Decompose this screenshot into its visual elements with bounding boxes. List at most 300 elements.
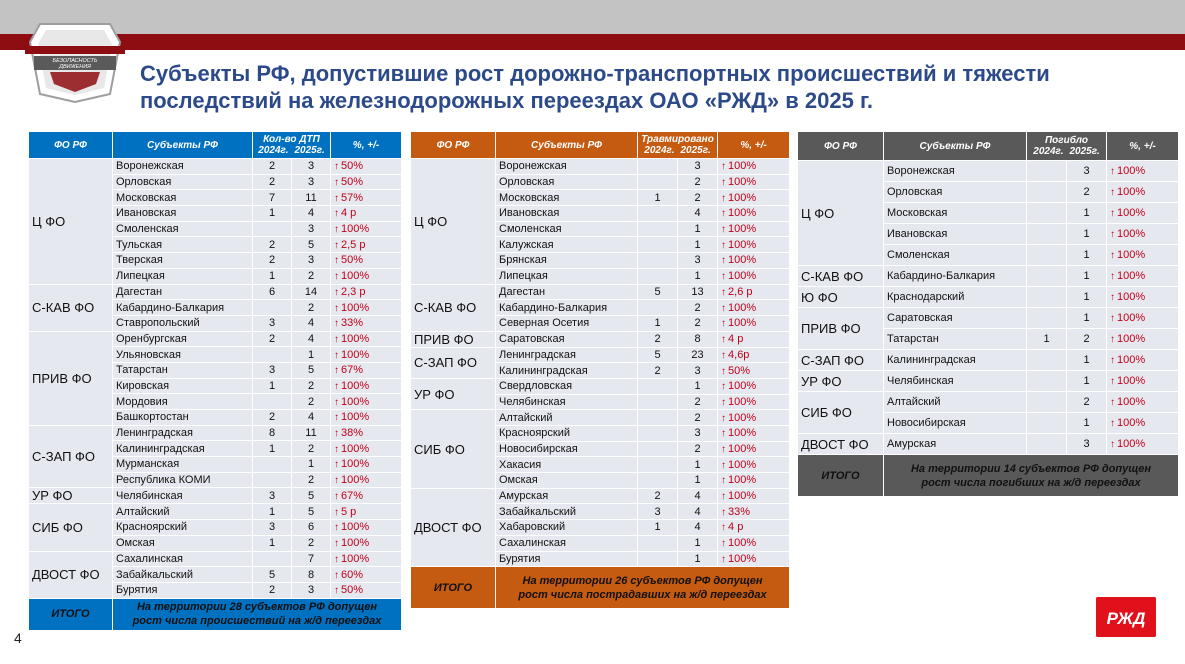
pct-value: 67% [341,489,364,502]
subject-cell: Дагестан [496,284,638,300]
up-arrow-icon: ↑ [1110,418,1115,429]
table-row [29,331,402,347]
pct-value: 50% [341,584,364,597]
pct-cell [331,315,402,331]
subject-cell: Кабардино-Балкария [496,300,638,316]
subject-cell: Челябинская [884,371,1027,392]
table-row [798,287,1179,308]
subject-cell: Мурманская [113,457,253,473]
header-fo: ФО РФ [29,132,113,159]
subject-cell: Калужская [496,237,638,253]
header-fo: ФО РФ [411,132,496,159]
value-2025-cell: 3 [1067,161,1107,182]
pct-value: 100% [1117,249,1146,261]
subject-cell: Ленинградская [113,425,253,441]
subject-cell: Красноярский [113,520,253,536]
value-2024-cell: 1 [638,315,678,331]
value-2024-cell [253,472,292,488]
top-red-bar [0,34,1185,50]
pct-value: 33% [341,317,364,330]
pct-cell [331,206,402,222]
subject-cell: Московская [884,203,1027,224]
pct-value: 100% [728,238,757,251]
table-row [29,159,402,175]
up-arrow-icon: ↑ [1110,187,1115,198]
pct-cell [331,284,402,300]
value-2024-cell [1027,392,1067,413]
pct-value: 5 р [341,505,357,518]
pct-value: 100% [341,395,370,408]
pct-value: 100% [1117,396,1146,408]
table-row [411,331,790,347]
value-2025-cell: 1 [678,551,718,567]
pct-cell [331,237,402,253]
up-arrow-icon: ↑ [1110,334,1115,345]
value-2025-cell: 2 [678,410,718,426]
title-line-2: последствий на железнодорожных переездах ОАО «РЖД» в 2025 г. [140,88,874,113]
value-2025-cell: 3 [292,159,331,175]
up-arrow-icon: ↑ [1110,292,1115,303]
pct-value: 100% [341,458,370,471]
value-2025-cell: 1 [1067,350,1107,371]
table-row [411,347,790,363]
subject-cell: Алтайский [113,504,253,520]
subject-cell: Хабаровский [496,520,638,536]
subject-cell: Амурская [496,488,638,504]
header-years [641,145,714,156]
up-arrow-icon: ↑ [721,208,727,220]
up-arrow-icon: ↑ [721,475,727,487]
value-2025-cell: 1 [1067,371,1107,392]
pct-value: 100% [1117,207,1146,219]
up-arrow-icon: ↑ [721,428,727,440]
table-row [29,551,402,567]
subject-cell: Ивановская [113,206,253,222]
injured-table [410,131,790,609]
value-2025-cell: 6 [292,520,331,536]
pct-cell [331,410,402,426]
pct-value: 100% [341,442,370,455]
value-2024-cell: 2 [638,488,678,504]
value-2024-cell: 5 [253,567,292,583]
value-2024-cell: 3 [253,315,292,331]
pct-cell [718,190,790,206]
rzd-logo-text: РЖД [1106,609,1146,628]
subject-cell: Кабардино-Балкария [884,266,1027,287]
value-2025-cell: 1 [292,347,331,363]
value-2025-cell: 4 [292,315,331,331]
pct-value: 100% [1117,375,1146,387]
value-2025-cell: 3 [1067,434,1107,455]
pct-value: 100% [728,380,757,393]
table-row [798,371,1179,392]
pct-cell [718,473,790,489]
pct-cell [718,237,790,253]
value-2024-cell: 2 [253,410,292,426]
subject-cell: Челябинская [113,488,253,504]
pct-value: 100% [341,332,370,345]
pct-value: 4 р [728,521,744,534]
subject-cell: Сахалинская [496,535,638,551]
value-2024-cell: 5 [638,347,678,363]
up-arrow-icon: ↑ [1110,229,1115,240]
subject-cell: Дагестан [113,284,253,300]
up-arrow-icon: ↑ [334,428,339,440]
subject-cell: Бурятия [113,582,253,598]
pct-cell [718,347,790,363]
subject-cell: Краснодарский [884,287,1027,308]
page-number: 4 [14,630,22,646]
total-text [496,567,790,609]
up-arrow-icon: ↑ [334,177,339,189]
pct-cell [331,331,402,347]
value-2024-cell [638,378,678,394]
header-metric [638,132,718,159]
pct-value: 4 р [341,207,357,220]
value-2025-cell: 1 [1067,287,1107,308]
value-2025-cell: 14 [292,284,331,300]
pct-cell [718,253,790,269]
table-row [798,308,1179,329]
header-row [29,132,402,159]
pct-value: 100% [728,395,757,408]
value-2024-cell: 3 [253,520,292,536]
pct-cell [331,159,402,175]
subject-cell: Брянская [496,253,638,269]
header-pct: %, +/- [718,132,790,159]
value-2024-cell [638,535,678,551]
deaths-table [797,131,1179,497]
pct-value: 100% [728,458,757,471]
up-arrow-icon: ↑ [334,192,339,204]
value-2024-cell: 1 [638,190,678,206]
up-arrow-icon: ↑ [721,271,727,283]
subject-cell: Ивановская [496,206,638,222]
value-2025-cell: 2 [678,190,718,206]
pct-value: 100% [728,537,757,550]
subject-cell: Саратовская [496,331,638,347]
value-2025-cell: 8 [292,567,331,583]
total-text [113,598,402,630]
pct-value: 100% [1117,270,1146,282]
table-row [798,434,1179,455]
up-arrow-icon: ↑ [721,334,727,346]
header-subject: Субъекты РФ [884,132,1027,161]
value-2024-cell: 1 [253,378,292,394]
table-row [798,350,1179,371]
subject-cell: Алтайский [496,410,638,426]
up-arrow-icon: ↑ [334,553,339,565]
subject-cell: Новосибирская [496,441,638,457]
fo-cell: Ю ФО [798,287,884,308]
value-2025-cell: 3 [292,253,331,269]
table-row [29,284,402,300]
up-arrow-icon: ↑ [1110,439,1115,450]
value-2025-cell: 2 [1067,329,1107,350]
pct-cell [331,190,402,206]
value-2024-cell: 6 [253,284,292,300]
table-row [29,425,402,441]
value-2024-cell [638,441,678,457]
pct-value: 33% [728,505,751,518]
pct-value: 100% [728,552,757,565]
up-arrow-icon: ↑ [334,585,339,597]
pct-value: 2,3 р [341,285,366,298]
fo-cell: ПРИВ ФО [29,331,113,425]
total-text-line-2: рост числа погибших на ж/д переездах [921,476,1141,489]
pct-cell [718,363,790,379]
value-2024-cell: 3 [638,504,678,520]
subject-cell: Ивановская [884,224,1027,245]
value-2025-cell: 4 [292,331,331,347]
pct-cell [1107,413,1179,434]
subject-cell: Орловская [113,174,253,190]
pct-value: 100% [1117,438,1146,450]
fo-cell: УР ФО [798,371,884,392]
up-arrow-icon: ↑ [721,553,727,565]
subject-cell: Смоленская [113,221,253,237]
up-arrow-icon: ↑ [721,349,727,361]
pct-cell [718,331,790,347]
pct-cell [331,535,402,551]
header-pct: %, +/- [331,132,402,159]
pct-value: 2,6 р [728,285,753,298]
total-text-line-1: На территории 28 субъектов РФ допущен [136,601,377,614]
pct-value: 100% [1117,165,1146,177]
fo-cell: ПРИВ ФО [411,331,496,347]
header-years [256,145,327,156]
pct-cell [331,425,402,441]
value-2024-cell [638,253,678,269]
value-2025-cell: 1 [1067,203,1107,224]
value-2024-cell [1027,371,1067,392]
pct-value: 100% [1117,333,1146,345]
value-2025-cell: 23 [678,347,718,363]
value-2024-cell: 2 [253,237,292,253]
header-year-2024: 2024г. [258,145,289,156]
value-2024-cell: 1 [253,504,292,520]
value-2024-cell: 7 [253,190,292,206]
up-arrow-icon: ↑ [334,271,339,283]
header-year-2024: 2024г. [644,145,675,156]
up-arrow-icon: ↑ [721,302,727,314]
pct-cell [718,504,790,520]
value-2025-cell: 4 [292,410,331,426]
subject-cell: Тульская [113,237,253,253]
value-2025-cell: 2 [292,535,331,551]
logo-text-2: ДВИЖЕНИЯ [59,64,91,70]
total-label: ИТОГО [29,598,113,630]
subject-cell: Омская [113,535,253,551]
pct-cell [331,394,402,410]
up-arrow-icon: ↑ [334,490,339,502]
pct-cell [331,457,402,473]
footer-row [29,598,402,630]
pct-cell [718,488,790,504]
subject-cell: Алтайский [884,392,1027,413]
value-2025-cell: 1 [1067,245,1107,266]
up-arrow-icon: ↑ [1110,313,1115,324]
value-2025-cell: 1 [678,221,718,237]
header-pct: %, +/- [1107,132,1179,161]
up-arrow-icon: ↑ [721,538,727,550]
table-row [411,410,790,426]
subject-cell: Кабардино-Балкария [113,300,253,316]
up-arrow-icon: ↑ [1110,397,1115,408]
total-label: ИТОГО [798,455,884,497]
table-row [29,488,402,504]
fo-cell: Ц ФО [29,159,113,285]
value-2024-cell [638,159,678,175]
value-2025-cell: 2 [678,315,718,331]
pct-value: 100% [1117,354,1146,366]
value-2025-cell: 2 [678,441,718,457]
value-2024-cell: 2 [253,174,292,190]
value-2024-cell [638,473,678,489]
pct-cell [1107,392,1179,413]
subject-cell: Хакасия [496,457,638,473]
value-2025-cell: 1 [292,457,331,473]
value-2024-cell [638,410,678,426]
fo-cell: С-ЗАП ФО [798,350,884,371]
subject-cell: Свердловская [496,378,638,394]
value-2025-cell: 1 [678,378,718,394]
up-arrow-icon: ↑ [721,506,727,518]
pct-cell [331,582,402,598]
value-2025-cell: 1 [1067,266,1107,287]
pct-cell [1107,287,1179,308]
value-2025-cell: 1 [678,473,718,489]
value-2024-cell [638,206,678,222]
subject-cell: Тверская [113,253,253,269]
subject-cell: Северная Осетия [496,315,638,331]
table-row [411,159,790,175]
total-text-line-1: На территории 14 субъектов РФ допущен [910,462,1151,475]
subject-cell: Калининградская [496,363,638,379]
pct-cell [1107,224,1179,245]
up-arrow-icon: ↑ [334,255,339,267]
value-2025-cell: 5 [292,504,331,520]
fo-cell: ПРИВ ФО [798,308,884,350]
value-2025-cell: 3 [292,582,331,598]
value-2025-cell: 4 [678,206,718,222]
value-2025-cell: 3 [678,363,718,379]
value-2024-cell [253,347,292,363]
value-2024-cell: 1 [1027,329,1067,350]
table-row [798,161,1179,182]
subject-cell: Смоленская [496,221,638,237]
pct-value: 100% [728,317,757,330]
value-2024-cell [638,221,678,237]
footer-row [798,455,1179,497]
value-2024-cell: 3 [253,362,292,378]
pct-cell [331,378,402,394]
table-row [29,504,402,520]
value-2024-cell [638,426,678,442]
up-arrow-icon: ↑ [721,224,727,236]
pct-cell [1107,434,1179,455]
value-2025-cell: 1 [1067,308,1107,329]
up-arrow-icon: ↑ [721,192,727,204]
up-arrow-icon: ↑ [721,286,727,298]
value-2024-cell [1027,350,1067,371]
header-year-2025: 2025г. [680,145,711,156]
pct-value: 100% [728,427,757,440]
pct-value: 100% [341,552,370,565]
value-2025-cell: 2 [292,394,331,410]
fo-cell: С-ЗАП ФО [29,425,113,488]
pct-value: 100% [341,270,370,283]
fo-cell: Ц ФО [798,161,884,266]
pct-cell [718,394,790,410]
header-metric-label: Погибло [1044,135,1088,146]
pct-value: 100% [1117,228,1146,240]
pct-value: 100% [341,348,370,361]
value-2024-cell [1027,308,1067,329]
value-2024-cell: 2 [253,582,292,598]
pct-cell [718,300,790,316]
fo-cell: СИБ ФО [411,410,496,488]
subject-cell: Ставропольский [113,315,253,331]
page-title [140,60,1170,114]
pct-cell [1107,350,1179,371]
up-arrow-icon: ↑ [334,538,339,550]
value-2025-cell: 5 [292,362,331,378]
pct-cell [718,206,790,222]
pct-cell [331,441,402,457]
header-year-2025: 2025г. [294,145,325,156]
up-arrow-icon: ↑ [334,239,339,251]
pct-value: 50% [341,160,364,173]
value-2024-cell [1027,245,1067,266]
subject-cell: Орловская [496,174,638,190]
header-metric-label: Травмировано [641,134,714,145]
value-2025-cell: 3 [678,426,718,442]
value-2025-cell: 2 [292,472,331,488]
pct-cell [1107,182,1179,203]
up-arrow-icon: ↑ [721,381,727,393]
value-2025-cell: 4 [678,488,718,504]
pct-cell [1107,308,1179,329]
pct-cell [1107,161,1179,182]
up-arrow-icon: ↑ [1110,376,1115,387]
pct-value: 100% [728,411,757,424]
subject-cell: Оренбургская [113,331,253,347]
header-metric [1027,132,1107,161]
pct-value: 100% [728,223,757,236]
subject-cell: Кировская [113,378,253,394]
fo-cell: С-КАВ ФО [411,284,496,331]
value-2024-cell [1027,203,1067,224]
value-2025-cell: 1 [678,237,718,253]
footer-row [411,567,790,609]
value-2024-cell [1027,266,1067,287]
value-2025-cell: 2 [292,378,331,394]
pct-cell [331,520,402,536]
subject-cell: Московская [496,190,638,206]
value-2025-cell: 2 [1067,392,1107,413]
pct-cell [718,378,790,394]
fo-cell: ДВОСТ ФО [29,551,113,598]
up-arrow-icon: ↑ [1110,208,1115,219]
pct-cell [331,174,402,190]
value-2025-cell: 2 [1067,182,1107,203]
value-2024-cell: 8 [253,425,292,441]
up-arrow-icon: ↑ [334,506,339,518]
pct-cell [331,347,402,363]
header-year-2024: 2024г. [1033,146,1064,157]
pct-value: 2,5 р [341,238,366,251]
